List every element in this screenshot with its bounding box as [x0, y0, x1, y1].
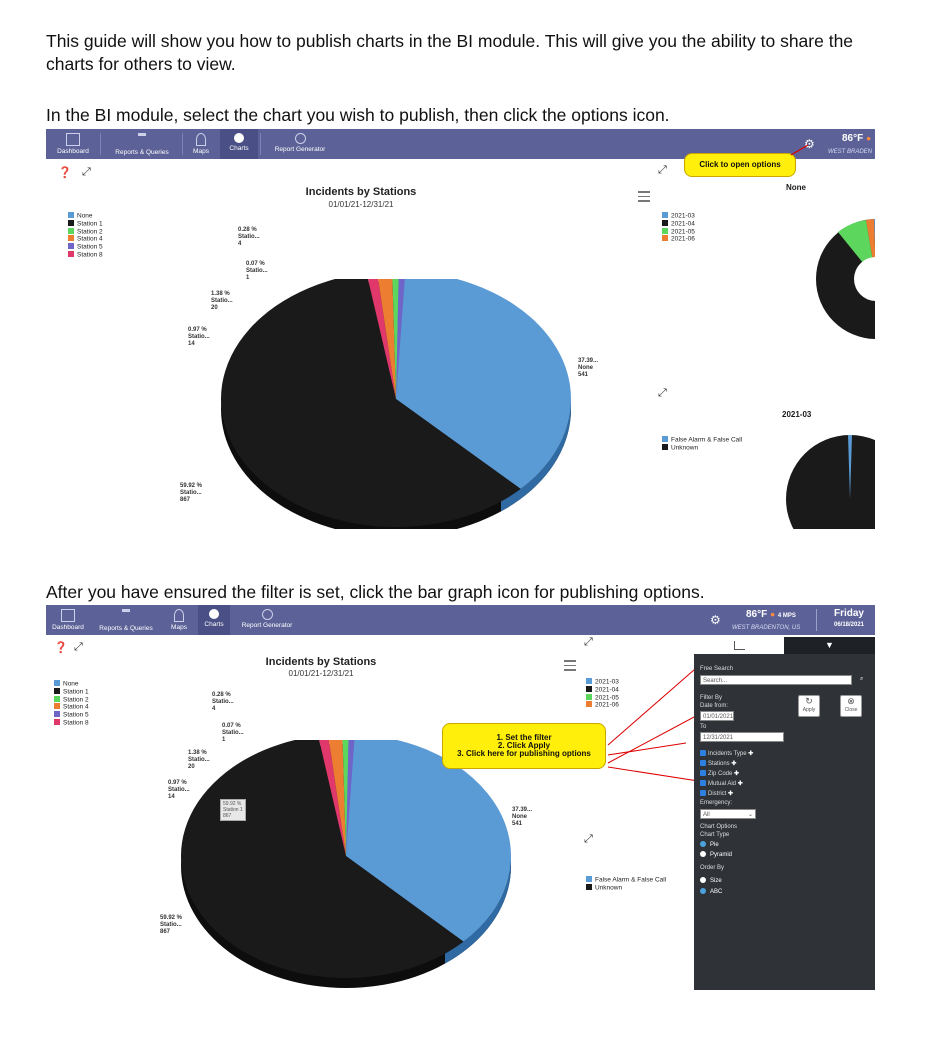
month-legend-item[interactable]: [662, 228, 695, 236]
legend-label: Station 2: [63, 696, 89, 704]
nav-reports[interactable]: Reports & Queries: [102, 129, 182, 159]
type-legend-item[interactable]: [662, 436, 742, 444]
label-station2-b: 0.28 % Statio... 4: [212, 692, 234, 712]
label-station2: 0.28 % Statio... 4: [238, 227, 260, 247]
chart-tooltip: 59.92 % Station 1 867: [220, 799, 246, 821]
legend-item[interactable]: [68, 220, 103, 228]
legend-item[interactable]: [54, 703, 89, 711]
plus-icon[interactable]: ✚: [731, 761, 737, 767]
dashboard-icon: [66, 133, 80, 146]
bar-graph-icon[interactable]: [734, 641, 745, 650]
legend-swatch: [68, 228, 74, 234]
month-legend-label: 2021-06: [595, 701, 619, 709]
type-legend-label: Unknown: [595, 884, 623, 892]
apply-button[interactable]: ↻ Apply: [798, 695, 820, 717]
close-icon: ⊗: [847, 696, 855, 706]
radio-size[interactable]: Size: [700, 877, 722, 884]
filter-checkbox[interactable]: [700, 779, 753, 789]
maps-icon: [174, 609, 184, 622]
chart-subtitle: 01/01/21-12/31/21: [328, 200, 394, 209]
pie-chart-2: [176, 740, 516, 990]
filter-checkbox[interactable]: [700, 789, 753, 799]
pie-chart-icon: [234, 133, 244, 143]
expand-icon-2[interactable]: ⤢: [658, 164, 667, 176]
type-legend-label: False Alarm & False Call: [595, 876, 667, 884]
chart-subtitle-2: 01/01/21-12/31/21: [288, 669, 354, 678]
nav-report-generator[interactable]: Report Generator: [268, 129, 332, 159]
pie-chart-icon: [209, 609, 219, 619]
month-legend-item[interactable]: [662, 235, 695, 243]
label-station4-b: 1.38 % Statio... 20: [188, 750, 210, 770]
legend-item[interactable]: [54, 711, 89, 719]
dashboard-icon: [61, 609, 75, 622]
filter-panel: [694, 637, 875, 990]
pie2-title: 2021-03: [782, 410, 812, 419]
filter-checks: [700, 749, 753, 799]
filter-checkbox[interactable]: [700, 769, 753, 779]
nav-maps-2[interactable]: Maps: [164, 605, 194, 635]
label-station5: 0.07 % Statio... 1: [246, 261, 268, 281]
type-legend-swatch: [662, 436, 668, 442]
nav-report-generator-2[interactable]: Report Generator: [240, 605, 294, 635]
plus-icon[interactable]: ✚: [748, 751, 754, 757]
checkbox-label: Stations: [708, 761, 732, 767]
report-generator-icon: [262, 609, 273, 620]
chart-title: Incidents by Stations: [305, 186, 417, 198]
callout-options: Click to open options: [684, 153, 796, 177]
legend-item[interactable]: [68, 243, 103, 251]
chart-menu-icon-2[interactable]: [564, 660, 576, 674]
date-from-label: Date from:: [700, 703, 729, 709]
step2-text: After you have ensured the filter is set, click the bar graph icon for publishing options.: [46, 582, 705, 602]
help-icon-2[interactable]: ❓: [54, 642, 68, 654]
weather-city-2: WEST BRADENTON, US: [732, 625, 801, 631]
step1-text: In the BI module, select the chart you wish to publish, then click the options icon.: [46, 105, 670, 125]
label-station1: 59.92 % Statio... 867: [180, 483, 203, 503]
expand-icon-3[interactable]: ⤢: [658, 387, 667, 399]
legend-label: Station 1: [63, 688, 89, 696]
to-label: To: [700, 724, 707, 730]
search-input[interactable]: Search...: [700, 675, 852, 685]
radio-abc[interactable]: ABC: [700, 888, 722, 895]
type-legend-swatch: [662, 444, 668, 450]
legend-label: Station 5: [77, 243, 103, 251]
legend-label: Station 2: [77, 228, 103, 236]
legend-item[interactable]: [68, 212, 103, 220]
month-legend-label: 2021-05: [671, 228, 695, 236]
month-legend-swatch: [586, 701, 592, 707]
reports-icon: [138, 133, 146, 147]
label-none-b: 37.39... None 541: [512, 807, 533, 827]
chart-menu-icon[interactable]: [638, 191, 650, 205]
type-legend-swatch: [586, 884, 592, 890]
expand-icon-4[interactable]: ⤢: [74, 641, 83, 653]
maps-icon: [196, 133, 206, 146]
month-legend-swatch: [586, 694, 592, 700]
label-none: 37.39... None 541: [578, 358, 599, 378]
type-legend-item[interactable]: [586, 876, 666, 884]
donut-title: None: [786, 183, 806, 192]
legend-label: Station 8: [77, 251, 103, 259]
nav-charts[interactable]: Charts: [220, 129, 258, 159]
small-pie-chart: [782, 429, 875, 529]
callout-steps: 1. Set the filter 2. Click Apply 3. Click here for publishing options: [442, 723, 606, 769]
month-legend-swatch: [662, 228, 668, 234]
options-gear-icon[interactable]: ⚙: [710, 613, 721, 627]
nav-maps[interactable]: Maps: [184, 129, 218, 159]
month-legend-swatch: [662, 220, 668, 226]
reports-icon: [122, 609, 130, 623]
month-legend-label: 2021-06: [671, 235, 695, 243]
report-generator-icon: [295, 133, 306, 144]
legend-label: Station 4: [77, 235, 103, 243]
month-legend-swatch: [586, 686, 592, 692]
nav-dashboard-2[interactable]: Dashboard: [48, 605, 88, 635]
order-by-label: Order By: [700, 865, 725, 871]
radio-pyramid[interactable]: Pyramid: [700, 851, 732, 858]
label-station4: 1.38 % Statio... 20: [211, 291, 233, 311]
screenshot-publishing: [46, 605, 875, 990]
chart-title-2: Incidents by Stations: [265, 656, 377, 668]
chart-legend-2: [54, 680, 89, 727]
legend-label: Station 8: [63, 719, 89, 727]
legend-swatch: [68, 235, 74, 241]
legend-swatch: [68, 212, 74, 218]
legend-item[interactable]: [54, 688, 89, 696]
emergency-label: Emergency:: [700, 800, 733, 806]
weather-temp: 86°F ●: [842, 133, 872, 144]
type-legend-2: [586, 876, 666, 892]
chevron-down-icon: ⌄: [747, 812, 753, 818]
search-icon[interactable]: ⌕: [860, 676, 864, 682]
close-button[interactable]: ⊗ Close: [840, 695, 862, 717]
month-legend-label: 2021-04: [671, 220, 695, 228]
type-legend-swatch: [586, 876, 592, 882]
expand-icon[interactable]: ⤢: [82, 166, 91, 178]
legend-swatch: [54, 696, 60, 702]
legend-swatch: [54, 711, 60, 717]
day-name: Friday: [833, 608, 864, 619]
legend-item[interactable]: [54, 696, 89, 704]
date-display: 06/18/2021: [833, 622, 865, 628]
type-legend: [662, 436, 742, 452]
legend-item[interactable]: [54, 680, 89, 688]
expand-icon-5[interactable]: ⤢: [584, 636, 593, 648]
type-legend-item[interactable]: [662, 444, 742, 452]
chart-options-label: Chart Options: [700, 824, 738, 830]
checkbox-icon: [700, 750, 706, 756]
nav-reports-2[interactable]: Reports & Queries: [96, 605, 156, 635]
legend-item[interactable]: [54, 719, 89, 727]
intro-text: This guide will show you how to publish charts in the BI module. This will give you the ability to share the charts for others to view.: [46, 31, 854, 74]
month-legend-swatch: [586, 678, 592, 684]
type-legend-label: Unknown: [671, 444, 699, 452]
date-to-input[interactable]: 12/31/2021: [700, 732, 784, 742]
nav-charts-2[interactable]: Charts: [198, 605, 230, 635]
legend-label: None: [77, 212, 93, 220]
donut-chart: [786, 189, 875, 349]
legend-item[interactable]: [68, 228, 103, 236]
emergency-select[interactable]: All ⌄: [700, 809, 756, 819]
screenshot-options-icon: [46, 129, 875, 529]
type-legend-label: False Alarm & False Call: [671, 436, 743, 444]
plus-icon[interactable]: ✚: [737, 781, 743, 787]
top-nav-2: [46, 605, 875, 635]
legend-swatch: [54, 719, 60, 725]
checkbox-label: Incidents Type: [708, 751, 749, 757]
filter-checkbox[interactable]: [700, 749, 753, 759]
legend-item[interactable]: [68, 251, 103, 259]
legend-swatch: [68, 220, 74, 226]
expand-icon-6[interactable]: ⤢: [584, 833, 593, 845]
filter-tab-icon[interactable]: ▼: [784, 637, 875, 654]
month-legend-swatch: [662, 235, 668, 241]
legend-label: Station 5: [63, 711, 89, 719]
legend-item[interactable]: [68, 235, 103, 243]
month-legend-label: 2021-03: [595, 678, 619, 686]
weather-temp-2: 86°F ● 4 MPS: [746, 609, 796, 620]
publish-tab[interactable]: [694, 637, 784, 654]
legend-swatch: [54, 680, 60, 686]
nav-dashboard[interactable]: Dashboard: [50, 129, 96, 159]
month-legend-item[interactable]: [662, 220, 695, 228]
checkbox-icon: [700, 770, 706, 776]
checkbox-label: Mutual Aid: [708, 781, 738, 787]
checkbox-icon: [700, 790, 706, 796]
help-icon[interactable]: ❓: [58, 167, 72, 179]
month-legend-item[interactable]: [662, 212, 695, 220]
pie-chart: [216, 279, 576, 529]
free-search-label: Free Search: [700, 666, 734, 672]
label-station8: 0.97 % Statio... 14: [188, 327, 210, 347]
chart-legend: [68, 212, 103, 259]
checkbox-label: District: [708, 791, 728, 797]
legend-swatch: [54, 688, 60, 694]
month-legend-label: 2021-03: [671, 212, 695, 220]
checkbox-icon: [700, 760, 706, 766]
filter-by-label: Filter By: [700, 695, 723, 701]
options-gear-icon[interactable]: ⚙: [804, 137, 815, 151]
legend-label: None: [63, 680, 79, 688]
month-legend-label: 2021-05: [595, 694, 619, 702]
weather-city: WEST BRADEN: [828, 149, 873, 155]
plus-icon[interactable]: ✚: [734, 771, 740, 777]
filter-checkbox[interactable]: [700, 759, 753, 769]
legend-swatch: [68, 243, 74, 249]
date-from-input[interactable]: 01/01/2021: [700, 711, 734, 721]
legend-label: Station 1: [77, 220, 103, 228]
chart-type-label: Chart Type: [700, 832, 730, 838]
legend-swatch: [68, 251, 74, 257]
month-legend-swatch: [662, 212, 668, 218]
legend-swatch: [54, 703, 60, 709]
label-station1-b: 59.92 % Statio... 867: [160, 915, 183, 935]
label-station8-b: 0.97 % Statio... 14: [168, 780, 190, 800]
checkbox-icon: [700, 780, 706, 786]
radio-pie[interactable]: Pie: [700, 841, 719, 848]
legend-label: Station 4: [63, 703, 89, 711]
month-legend: [662, 212, 695, 243]
label-station5-b: 0.07 % Statio... 1: [222, 723, 244, 743]
type-legend-item[interactable]: [586, 884, 666, 892]
plus-icon[interactable]: ✚: [728, 791, 734, 797]
checkbox-label: Zip Code: [708, 771, 735, 777]
month-legend-label: 2021-04: [595, 686, 619, 694]
refresh-icon: ↻: [805, 696, 813, 706]
